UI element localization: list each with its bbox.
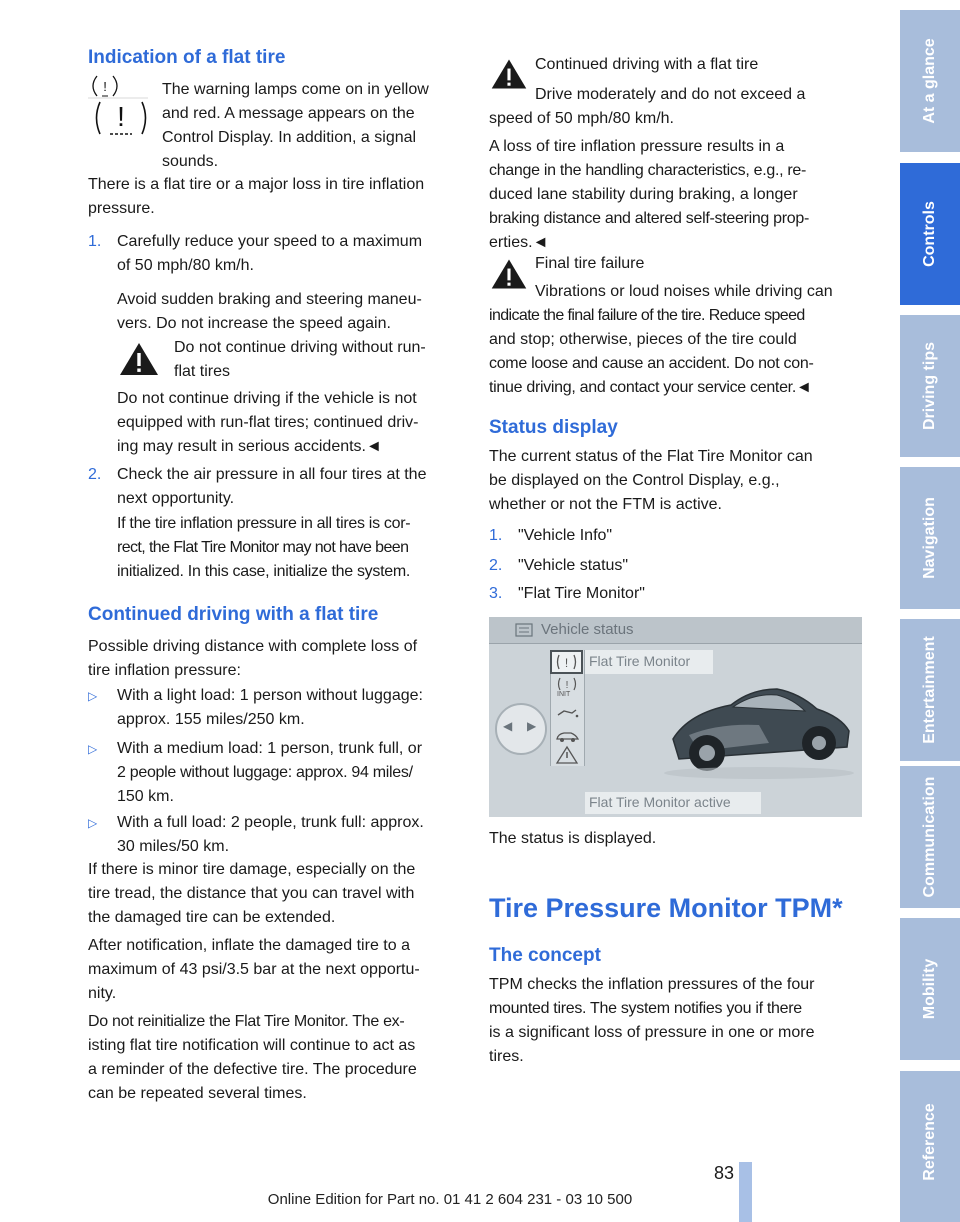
text-line: approx. 155 miles/250 km. [117, 711, 305, 728]
text-line: "Vehicle Info" [518, 527, 613, 544]
tab-at-a-glance[interactable] [900, 10, 960, 152]
text-line: The status is displayed. [489, 830, 657, 847]
step-text [117, 230, 462, 278]
text-line: With a full load: 2 people, trunk full: approx. [117, 814, 424, 831]
step-number: 2. [88, 466, 102, 483]
text-line: maximum of 43 psi/3.5 bar at the next opportu- [88, 961, 420, 978]
text-line: Do not continue driving without run- [174, 339, 426, 356]
svg-text:!: ! [565, 680, 569, 691]
flat-tire-menu-icon[interactable] [550, 650, 583, 674]
control-display-screen [489, 617, 862, 817]
tab-driving-tips[interactable] [900, 315, 960, 457]
step-2 [88, 463, 462, 519]
text-line: Control Display. In addition, a signal [162, 129, 417, 146]
tab-label: Communication [921, 776, 938, 898]
flat-tire-warning-lamp-icon [88, 74, 148, 150]
text-line: come loose and cause an accident. Do not con- [489, 355, 814, 372]
text-line: initialized. In this case, initialize the system. [117, 563, 410, 580]
screen-title: Vehicle status [541, 621, 634, 638]
ftm-status-label [585, 792, 761, 814]
text-line: pressure. [88, 200, 155, 217]
warning-final-failure-body [489, 280, 862, 400]
flat-tire-heading: Indication of a flat tire [88, 47, 286, 68]
text-line: If there is minor tire damage, especially on the [88, 861, 416, 878]
menu-step-2 [489, 554, 862, 578]
page-number: 83 [713, 1163, 734, 1183]
after-notification-paragraph [88, 934, 462, 1006]
text-line: Possible driving distance with complete loss of [88, 638, 418, 655]
controller-knob-icon: ◀ ▶ [495, 703, 547, 755]
text-line: tire inflation pressure: [88, 662, 241, 679]
text-line: Drive moderately and do not exceed a [535, 86, 806, 103]
status-displayed-text [489, 827, 862, 851]
tab-label: Mobility [921, 958, 938, 1020]
text-line: "Vehicle status" [518, 557, 629, 574]
warning-triangle-icon [117, 340, 161, 383]
text-line: With a light load: 1 person without luggage: [117, 687, 423, 704]
tab-communication[interactable] [900, 766, 960, 908]
text-line: If the tire inflation pressure in all tires is cor- [117, 515, 411, 532]
text-line: rect, the Flat Tire Monitor may not have been [117, 539, 409, 556]
bullet-triangle-icon: ▷ [88, 689, 98, 703]
step-1-detail [117, 288, 462, 336]
text-line: ing may result in serious accidents.◄ [117, 438, 382, 455]
warning-continued-body [489, 83, 862, 131]
minor-damage-paragraph [88, 858, 462, 930]
list-item-text [117, 737, 462, 809]
bullet-triangle-icon: ▷ [88, 816, 98, 830]
pressure-loss-paragraph [489, 135, 862, 255]
text-line: can be repeated several times. [88, 1085, 307, 1102]
text-line: whether or not the FTM is active. [489, 496, 722, 513]
list-item [88, 684, 462, 734]
tab-controls[interactable] [900, 163, 960, 305]
tab-mobility[interactable] [900, 918, 960, 1060]
text-line: Avoid sudden braking and steering maneu- [117, 291, 422, 308]
list-item-text [117, 684, 462, 732]
warning-triangle-icon[interactable] [552, 744, 582, 766]
text-line: Do not continue driving if the vehicle is not [117, 390, 417, 407]
status-display-paragraph [489, 445, 862, 517]
text-line: flat tires [174, 363, 231, 380]
text-line: The current status of the Flat Tire Monitor can [489, 448, 813, 465]
text-line: 2 people without luggage: approx. 94 miles/ [117, 764, 413, 781]
step-text [518, 554, 862, 578]
status-display-heading: Status display [489, 417, 618, 438]
footer-text: Online Edition for Part no. 01 41 2 604 231 - 03 10 500 [267, 1191, 633, 1208]
text-line: mounted tires. The system notifies you if there [489, 1000, 802, 1017]
text-line: Continued driving with a flat tire [535, 56, 759, 73]
tab-entertainment[interactable] [900, 619, 960, 761]
vehicle-status-icon [515, 623, 533, 642]
tab-label: Driving tips [921, 341, 938, 431]
text-line: next opportunity. [117, 490, 235, 507]
svg-text:!: ! [564, 656, 569, 670]
text-line: "Flat Tire Monitor" [518, 585, 645, 602]
flat-tire-lamp-text [162, 78, 462, 174]
text-line: of 50 mph/80 km/h. [117, 257, 254, 274]
text-line: The warning lamps come on in yellow [162, 81, 429, 98]
init-label: INIT [557, 691, 571, 698]
list-item-text [117, 811, 462, 859]
car-cutaway-image [659, 665, 859, 790]
bullet-triangle-icon: ▷ [88, 742, 98, 756]
concept-paragraph [489, 973, 862, 1069]
text-line: With a medium load: 1 person, trunk full, or [117, 740, 423, 757]
text-line: There is a flat tire or a major loss in tire inflation [88, 176, 425, 193]
text-line: TPM checks the inflation pressures of the four [489, 976, 815, 993]
text-line: nity. [88, 985, 117, 1002]
svg-text:!: ! [117, 101, 125, 132]
warning-continued-title [535, 53, 862, 77]
text-line: Vibrations or loud noises while driving can [535, 283, 833, 300]
text-line: speed of 50 mph/80 km/h. [489, 110, 674, 127]
warning-final-failure-title [535, 252, 862, 276]
tab-navigation[interactable] [900, 467, 960, 609]
text-line: tires. [489, 1048, 524, 1065]
text-line: isting flat tire notification will continue to act as [88, 1037, 416, 1054]
menu-step-1 [489, 524, 862, 548]
selected-menu-label: Flat Tire Monitor [589, 653, 691, 669]
tab-label: Entertainment [921, 636, 938, 744]
tab-label: Reference [921, 1103, 938, 1181]
menu-step-3 [489, 582, 862, 606]
oil-level-icon[interactable] [552, 702, 582, 724]
reinitialize-paragraph [88, 1010, 462, 1106]
step-text [117, 463, 462, 511]
text-line: indicate the final failure of the tire. Reduce speed [489, 307, 805, 324]
list-item [88, 737, 462, 811]
tpm-heading: Tire Pressure Monitor TPM* [489, 893, 843, 923]
text-line: Check the air pressure in all four tires at the [117, 466, 427, 483]
text-line: the damaged tire can be extended. [88, 909, 336, 926]
text-line: Carefully reduce your speed to a maximum [117, 233, 423, 250]
text-line: A loss of tire inflation pressure results in a [489, 138, 785, 155]
text-line: tire tread, the distance that you can travel with [88, 885, 415, 902]
warning-run-flat-body [117, 387, 462, 459]
text-line: and stop; otherwise, pieces of the tire could [489, 331, 797, 348]
text-line: vers. Do not increase the speed again. [117, 315, 391, 332]
text-line: Do not reinitialize the Flat Tire Monitor. The ex- [88, 1013, 405, 1030]
text-line: equipped with run-flat tires; continued driv- [117, 414, 419, 431]
list-item [88, 811, 462, 861]
step-text [518, 582, 862, 606]
text-line: 30 miles/50 km. [117, 838, 230, 855]
step-2-detail [117, 512, 462, 584]
step-number: 3. [489, 585, 503, 602]
text-line: be displayed on the Control Display, e.g., [489, 472, 780, 489]
step-number: 1. [489, 527, 503, 544]
text-line: 150 km. [117, 788, 174, 805]
svg-text:!: ! [103, 79, 107, 94]
continued-driving-heading: Continued driving with a flat tire [88, 604, 379, 625]
text-line: tinue driving, and contact your service center.◄ [489, 379, 812, 396]
tab-label: Navigation [921, 497, 938, 579]
step-text [518, 524, 862, 548]
text-line: change in the handling characteristics, e.g., re- [489, 162, 807, 179]
continued-driving-intro [88, 635, 462, 683]
text-line: and red. A message appears on the [162, 105, 415, 122]
warning-run-flat-title [174, 336, 462, 384]
tab-label: Controls [921, 201, 938, 267]
text-line: erties.◄ [489, 234, 549, 251]
text-line: is a significant loss of pressure in one or more [489, 1024, 815, 1041]
flat-tire-paragraph [88, 173, 462, 221]
concept-heading: The concept [489, 945, 601, 966]
text-line: a reminder of the defective tire. The procedure [88, 1061, 417, 1078]
text-line: duced lane stability during braking, a longer [489, 186, 798, 203]
ftm-status-text: Flat Tire Monitor active [589, 794, 731, 810]
tab-label: At a glance [921, 38, 938, 124]
text-line: braking distance and altered self-steering prop- [489, 210, 810, 227]
text-line: Final tire failure [535, 255, 645, 272]
text-line: sounds. [162, 153, 219, 170]
chapter-sidebar [900, 0, 960, 1222]
step-number: 1. [88, 233, 102, 250]
text-line: After notification, inflate the damaged tire to a [88, 937, 410, 954]
tab-reference[interactable] [900, 1071, 960, 1222]
step-number: 2. [489, 557, 503, 574]
